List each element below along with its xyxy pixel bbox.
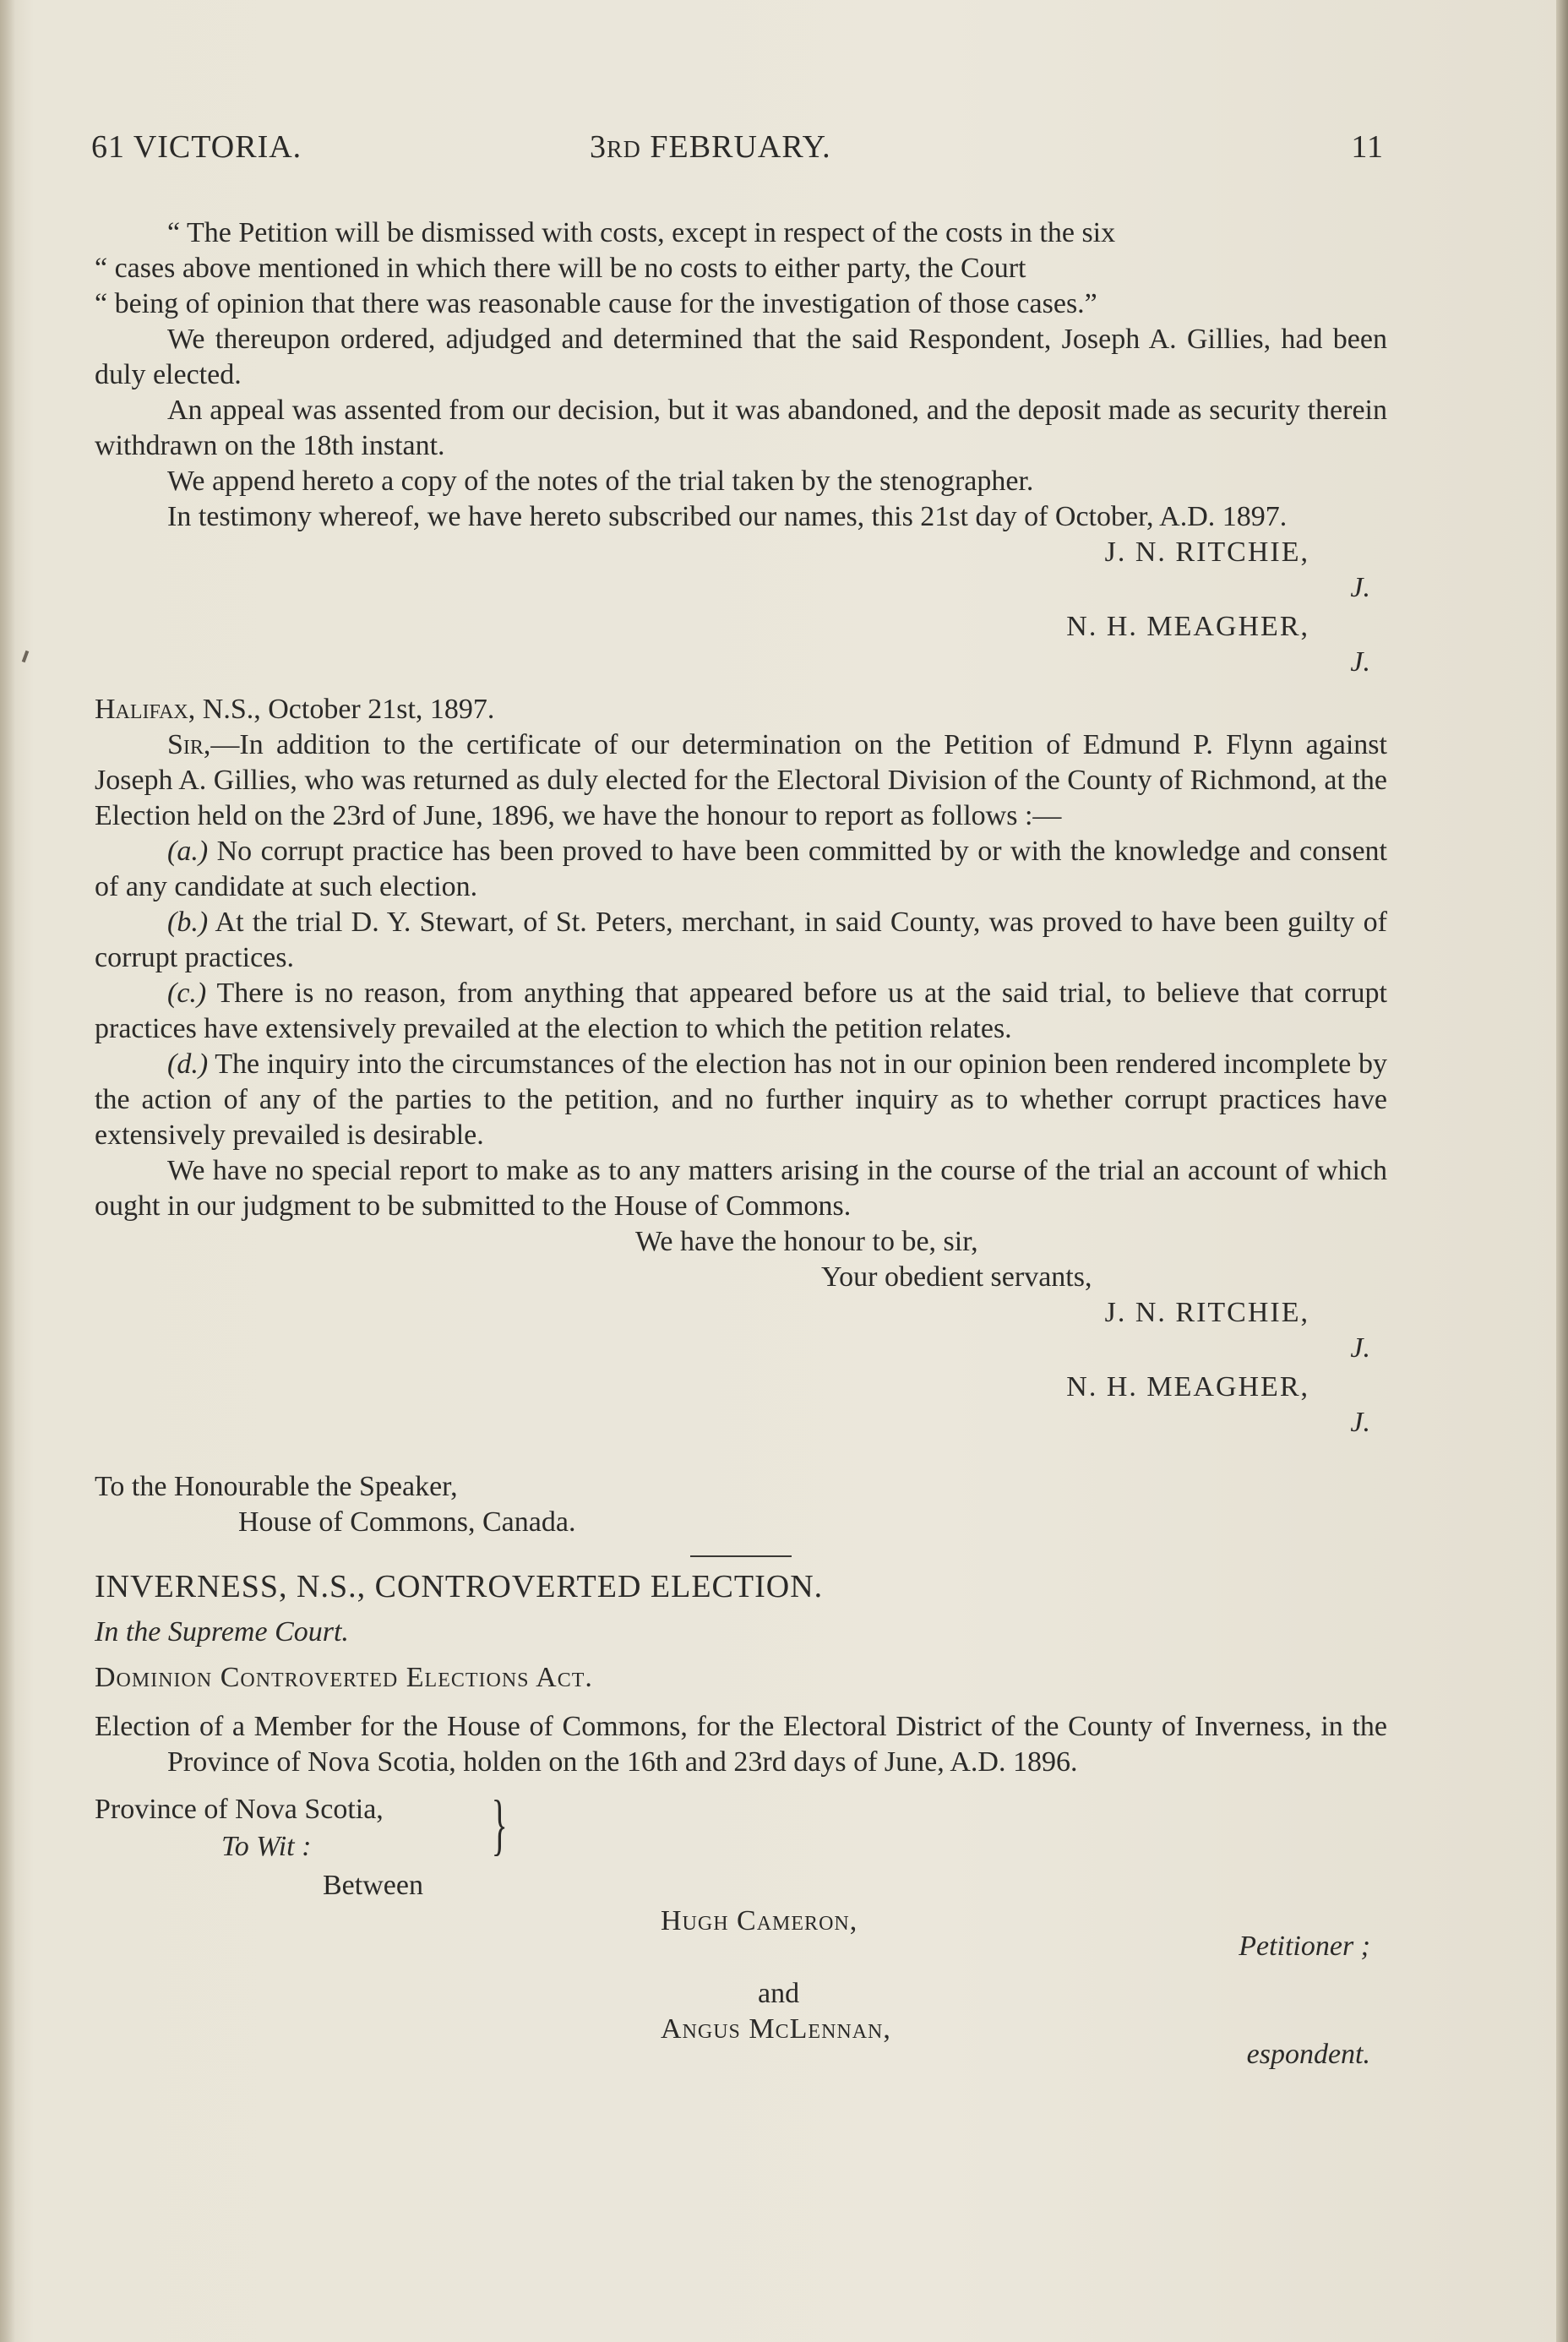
address-line: House of Commons, Canada. (238, 1506, 576, 1538)
salutation: Sir, (167, 729, 211, 760)
and-label: and (758, 1978, 800, 2009)
section-title: INVERNESS, N.S., CONTROVERTED ELECTION. (95, 1569, 824, 1604)
letter-final: We have no special report to make as to any matters arising in the course of the trial an account of which ought in our judgment to be submitted to the House of Commons. (95, 1155, 1387, 1222)
act-name: Dominion Controverted Elections Act. (95, 1662, 593, 1693)
to-wit-label: To Wit : (221, 1831, 312, 1862)
page-left-shadow (0, 0, 15, 2342)
brace-icon: } (491, 1788, 508, 1862)
paragraph: An appeal was assented from our decision, but it was abandoned, and the deposit made as security therein withdrawn on the 18th instant. (95, 395, 1387, 461)
paragraph: In testimony whereof, we have hereto subscribed our names, this 21st day of October, A.D. 1897. (167, 501, 1288, 532)
section-divider (690, 1555, 792, 1557)
province-label: Province of Nova Scotia, (95, 1794, 384, 1825)
between-label: Between (323, 1870, 423, 1901)
page-binding-edge (1556, 0, 1568, 2342)
signature-title: J. (1350, 1407, 1370, 1438)
petitioner-role: Petitioner ; (1239, 1931, 1370, 1962)
petitioner-block (95, 1904, 1387, 1962)
signature-name: N. H. MEAGHER, (1066, 1371, 1309, 1402)
court-name: In the Supreme Court. (95, 1616, 349, 1648)
signature-name: J. N. RITCHIE, (1104, 536, 1309, 568)
dateline: Halifax, N.S., October 21st, 1897. (95, 694, 495, 725)
signature-block (95, 609, 1387, 684)
jurisdiction-block (95, 1788, 1387, 1868)
closing-line: We have the honour to be, sir, (635, 1226, 978, 1257)
document-body (95, 215, 1387, 2070)
letter-opening: Sir,—In addition to the certificate of our determination on the Petition of Edmund P. Flynn against Joseph A. Gillies, who was returned as duly elected for the Electoral Division of the County of Richmond, at the Election held on the 23rd of June, 1896, we have the honour to report as follows :— (95, 729, 1387, 831)
election-description: Election of a Member for the House of Commons, for the Electoral District of the County of Inverness, in the Province of Nova Scotia, holden on the 16th and 23rd days of June, A.D. 1896. (95, 1711, 1387, 1778)
petitioner-name: Hugh Cameron, (661, 1905, 858, 1936)
paragraph: We thereupon ordered, adjudged and determined that the said Respondent, Joseph A. Gillies, had been duly elected. (95, 324, 1387, 390)
signature-title: J. (1350, 1332, 1370, 1364)
signature-block (95, 1370, 1387, 1444)
signature-block (95, 535, 1387, 609)
letter-item: (a.) No corrupt practice has been proved to have been committed by or with the knowledge and consent of any candidate at such election. (95, 836, 1387, 902)
signature-title: J. (1350, 572, 1370, 603)
page-number: 11 (1351, 129, 1384, 165)
respondent-role: espondent. (1246, 2039, 1370, 2070)
letter-item: (b.) At the trial D. Y. Stewart, of St. Peters, merchant, in said County, was proved to have been guilty of corrupt practices. (95, 907, 1387, 973)
paragraph: We append hereto a copy of the notes of the trial taken by the stenographer. (167, 466, 1034, 497)
signature-block (95, 1295, 1387, 1370)
ink-mark (22, 651, 30, 663)
header-left: 61 VICTORIA. (91, 129, 302, 165)
signature-name: N. H. MEAGHER, (1066, 611, 1309, 642)
respondent-name: Angus McLennan, (661, 2013, 891, 2045)
address-line: To the Honourable the Speaker, (95, 1471, 458, 1502)
header-center: 3RD FEBRUARY. (590, 129, 831, 165)
quote-line: “ cases above mentioned in which there will be no costs to either party, the Court (95, 253, 1026, 284)
quote-line: “ The Petition will be dismissed with costs, except in respect of the costs in the six (167, 217, 1116, 248)
letter-item: (c.) There is no reason, from anything that appeared before us at the said trial, to believe that corrupt practices have extensively prevailed at the election to which the petition relates. (95, 978, 1387, 1044)
signature-name: J. N. RITCHIE, (1104, 1297, 1309, 1328)
running-header (91, 128, 1384, 179)
quote-line: “ being of opinion that there was reasonable cause for the investigation of those cases.” (95, 288, 1097, 319)
signature-title: J. (1350, 646, 1370, 678)
closing-line: Your obedient servants, (821, 1261, 1092, 1293)
letter-item: (d.) The inquiry into the circumstances of the election has not in our opinion been rendered incomplete by the action of any of the parties to the petition, and no further inquiry as to whether corrupt practices have extensively prevailed is desirable. (95, 1048, 1387, 1151)
respondent-block (95, 2012, 1387, 2070)
